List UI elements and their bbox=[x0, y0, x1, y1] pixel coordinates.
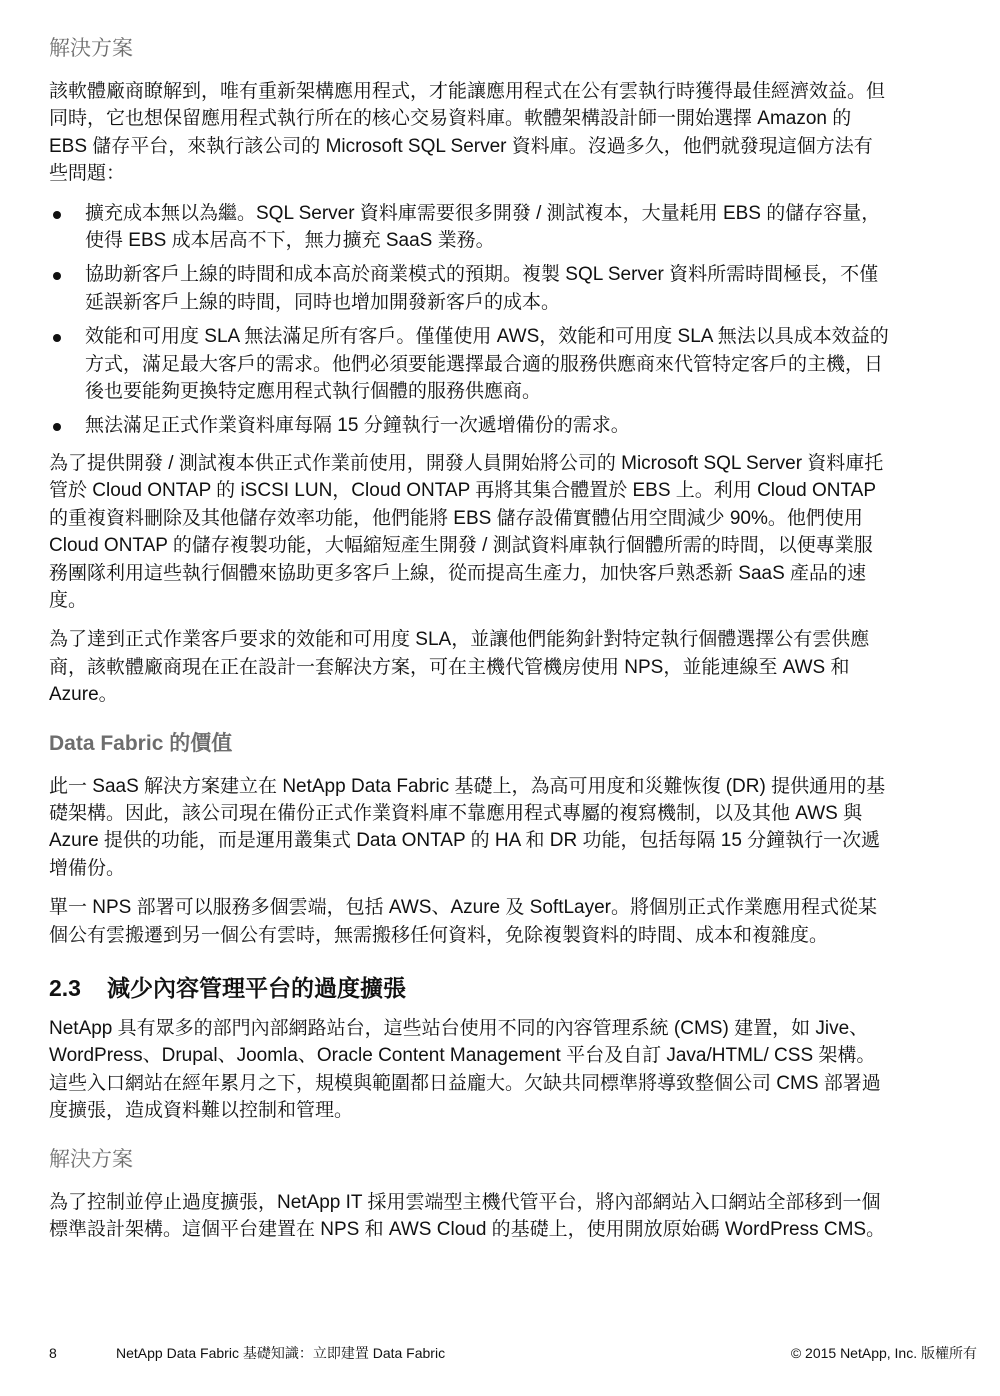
list-item-text: 效能和可用度 SLA 無法滿足所有客戶。僅僅使用 AWS，效能和可用度 SLA 無法以具成本效益的方式，滿足最大客戶的需求。他們必須要能選擇最合適的服務供應商來代管特定客戶的主機，日後也要能夠更換特定應用程式執行個體的服務供應商。 bbox=[85, 326, 889, 403]
bullet-icon bbox=[53, 211, 61, 219]
bullet-icon bbox=[53, 423, 61, 431]
list-item-text: 協助新客戶上線的時間和成本高於商業模式的預期。複製 SQL Server 資料所需時間極長，不僅延誤新客戶上線的時間，同時也增加開發新客戶的成本。 bbox=[85, 264, 879, 313]
data-fabric-paragraph-2: 單一 NPS 部署可以服務多個雲端，包括 AWS、Azure 及 SoftLayer。將個別正式作業應用程式從某個公有雲搬遷到另一個公有雲時，無需搬移任何資料，免除複製資料的時間、成本和複雜度。 bbox=[49, 897, 877, 946]
cms-solution-paragraph: 為了控制並停止過度擴張，NetApp IT 採用雲端型主機代管平台，將內部網站入口網站全部移到一個標準設計架構。這個平台建置在 NPS 和 AWS Cloud 的基礎上，使用開放原始碼 WordPress CMS。 bbox=[49, 1191, 886, 1240]
section-number: 2.3 bbox=[49, 974, 81, 1001]
data-fabric-value-subheading: Data Fabric 的價值 bbox=[49, 731, 233, 755]
page-number: 8 bbox=[49, 1345, 57, 1361]
section-title: 減少內容管理平台的過度擴張 bbox=[107, 974, 406, 1001]
list-item bbox=[49, 323, 889, 405]
bullet-icon bbox=[53, 272, 61, 280]
bullet-icon bbox=[53, 334, 61, 342]
list-item bbox=[49, 200, 889, 255]
page-footer bbox=[49, 1343, 977, 1363]
list-item bbox=[49, 412, 889, 439]
sla-paragraph: 為了達到正式作業客戶要求的效能和可用度 SLA，並讓他們能夠針對特定執行個體選擇公有雲供應商，該軟體廠商現在正在設計一套解決方案，可在主機代管機房使用 NPS，並能連線至 AWS 和 Azure。 bbox=[49, 629, 870, 706]
section-heading bbox=[49, 971, 889, 1005]
data-fabric-paragraph-1: 此一 SaaS 解決方案建立在 NetApp Data Fabric 基礎上，為高可用度和災難恢復 (DR) 提供通用的基礎架構。因此，該公司現在備份正式作業資料庫不靠應用程式專屬的複寫機制，以及其他 AWS 與 Azure 提供的功能，而是運用叢集式 Data ONTAP 的 HA 和 DR 功能，包括每隔 15 分鐘執行一次遞增備份。 bbox=[49, 775, 886, 879]
solution-intro-paragraph: 該軟體廠商瞭解到，唯有重新架構應用程式，才能讓應用程式在公有雲執行時獲得最佳經濟效益。但同時，它也想保留應用程式執行所在的核心交易資料庫。軟體架構設計師一開始選擇 Amazon 的 EBS 儲存平台，來執行該公司的 Microsoft SQL Server 資料庫。沒過多久，他們就發現這個方法有些問題： bbox=[49, 81, 886, 185]
cms-solution-subheading: 解決方案 bbox=[49, 1147, 133, 1171]
page-content bbox=[49, 32, 889, 1255]
list-item bbox=[49, 261, 889, 316]
list-item-text: 無法滿足正式作業資料庫每隔 15 分鐘執行一次遞增備份的需求。 bbox=[85, 415, 630, 437]
cloud-ontap-paragraph: 為了提供開發 / 測試複本供正式作業前使用，開發人員開始將公司的 Microsoft SQL Server 資料庫托管於 Cloud ONTAP 的 iSCSI LUN，Cloud ONTAP 再將其集合體置於 EBS 上。利用 Cloud ONTAP 的重複資料刪除及其他儲存效率功能，他們能將 EBS 儲存設備實體佔用空間減少 90%。他們使用 Cloud ONTAP 的儲存複製功能，大幅縮短產生開發 / 測試資料庫執行個體所需的時間，以便專業服務團隊利用這些執行個體來協助更多客戶上線，從而提高生產力，加快客戶熟悉新 SaaS 產品的速度。 bbox=[49, 452, 884, 611]
copyright-notice: © 2015 NetApp, Inc. 版權所有 bbox=[790, 1345, 977, 1361]
cms-paragraph: NetApp 具有眾多的部門內部網路站台，這些站台使用不同的內容管理系統 (CMS) 建置，如 Jive、WordPress、Drupal、Joomla、Oracle Content Management 平台及自訂 Java/HTML/ CSS 架構。這些入口網站在經年累月之下，規模與範圍都日益龐大。欠缺共同標準將導致整個公司 CMS 部署過度擴張，造成資料難以控制和管理。 bbox=[49, 1017, 881, 1122]
problem-list bbox=[49, 200, 889, 440]
solution-subheading: 解決方案 bbox=[49, 37, 133, 60]
footer-title: NetApp Data Fabric 基礎知識：立即建置 Data Fabric bbox=[116, 1345, 446, 1361]
list-item-text: 擴充成本無以為繼。SQL Server 資料庫需要很多開發 / 測試複本，大量耗用 EBS 的儲存容量，使得 EBS 成本居高不下，無力擴充 SaaS 業務。 bbox=[85, 202, 881, 252]
